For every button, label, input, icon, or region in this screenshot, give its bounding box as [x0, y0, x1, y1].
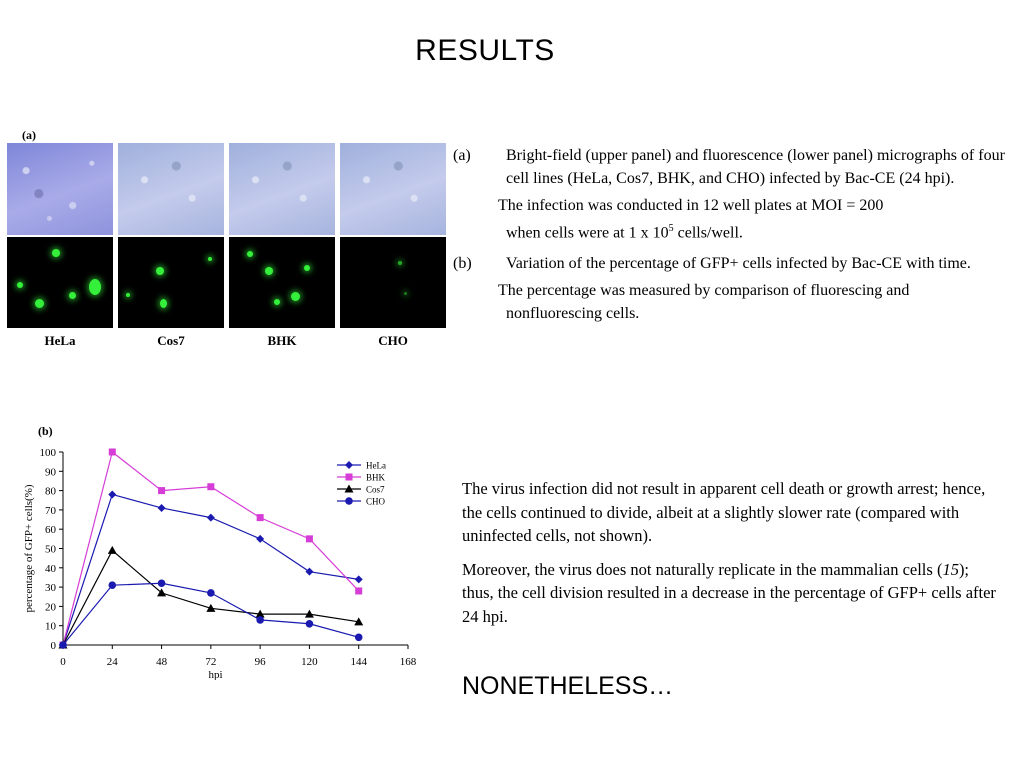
caption-a-label: (a)	[453, 147, 471, 164]
y-tick-label: 70	[45, 504, 56, 517]
cell-label-cho: CHO	[378, 333, 408, 348]
caption-a	[453, 144, 1023, 190]
brightfield-image-bhk	[229, 143, 335, 235]
y-tick-label: 20	[45, 601, 56, 614]
caption-a-text: Bright-field (upper panel) and fluorescence (lower panel) micrographs of four cell lines (HeLa, Cos7, BHK, and CHO) infected by Bac-CE (24 hpi).	[506, 147, 1005, 187]
y-tick-label: 10	[45, 620, 56, 633]
legend-label-cho: CHO	[366, 496, 386, 507]
x-tick-label: 24	[106, 656, 118, 668]
caption-b-note-line1: The percentage was measured by comparison of fluorescing and	[498, 282, 910, 300]
data-point-cho	[355, 633, 363, 641]
y-tick-label: 0	[50, 640, 56, 652]
section-heading: NONETHELESS…	[462, 672, 674, 700]
caption-a-note-line1: The infection was conducted in 12 well plates at MOI = 200	[498, 197, 884, 214]
y-tick-label: 90	[45, 466, 56, 479]
data-point-cho	[207, 589, 215, 597]
y-tick-label: 40	[45, 562, 56, 575]
y-tick-label: 30	[45, 582, 56, 595]
body-paragraph-2	[462, 558, 1002, 629]
figure-a-label: (a)	[22, 128, 36, 142]
series-line-bhk	[63, 452, 359, 645]
x-tick-label: 168	[399, 656, 417, 668]
caption-b-note	[453, 279, 1023, 325]
caption-a-note-sup: 5	[668, 223, 674, 234]
y-tick-label: 80	[45, 485, 56, 498]
x-tick-label: 120	[301, 656, 318, 668]
data-point-bhk	[158, 487, 165, 494]
caption-b	[453, 252, 1023, 275]
x-axis-label: hpi	[208, 669, 223, 680]
caption-a-note-post: cells/well.	[673, 224, 743, 242]
cell-label-bhk: BHK	[267, 333, 297, 348]
data-point-bhk	[109, 449, 116, 456]
legend-label-hela: HeLa	[366, 460, 386, 471]
cell-label-cos7: Cos7	[157, 333, 185, 348]
caption-a-note	[453, 194, 1023, 244]
body-p2-post: ); thus, the cell division resulted in a decrease in the percentage of GFP+ cells after 24 hpi.	[462, 559, 996, 626]
data-point-hela	[355, 575, 363, 583]
body-p2-pre: Moreover, the virus does not naturally replicate in the mammalian cells (	[462, 559, 943, 579]
caption-a-note-line2	[498, 217, 1023, 244]
brightfield-image-cho	[340, 143, 446, 235]
fluorescence-image-hela	[7, 237, 113, 328]
caption-b-label: (b)	[453, 255, 472, 273]
cell-label-hela: HeLa	[44, 333, 76, 348]
slide-title: RESULTS	[415, 34, 555, 67]
caption-a-note-pre: when cells were at 1 x 10	[506, 224, 669, 242]
data-point-bhk	[306, 535, 313, 542]
data-point-cho	[108, 581, 116, 589]
series-line-cos7	[63, 550, 359, 645]
x-tick-label: 0	[60, 656, 66, 668]
data-point-bhk	[207, 483, 214, 490]
legend-marker-hela	[345, 461, 353, 469]
gfp-line-chart	[20, 440, 430, 680]
data-point-cos7	[108, 546, 117, 554]
reference-number: 15	[942, 559, 959, 579]
brightfield-image-cos7	[118, 143, 224, 235]
figure-captions	[453, 144, 1023, 325]
legend-label-cos7: Cos7	[366, 484, 385, 495]
x-tick-label: 144	[350, 656, 367, 668]
data-point-bhk	[355, 587, 362, 594]
data-point-cho	[256, 616, 264, 624]
fluorescence-image-cho	[340, 237, 446, 328]
x-tick-label: 48	[156, 656, 168, 668]
fluorescence-image-bhk	[229, 237, 335, 328]
caption-b-note-line2: nonfluorescing cells.	[506, 305, 640, 323]
caption-b-text: Variation of the percentage of GFP+ cells infected by Bac-CE with time.	[506, 255, 971, 273]
y-tick-label: 50	[45, 543, 56, 556]
fluorescence-image-cos7	[118, 237, 224, 328]
body-text	[462, 477, 1002, 638]
body-paragraph-1: The virus infection did not result in apparent cell death or growth arrest; hence, the cells continued to divide, albeit at a slightly slower rate (compared with uninfected cells, not shown).	[462, 479, 986, 545]
data-point-cho	[306, 620, 314, 628]
figure-b-label: (b)	[38, 424, 53, 438]
data-point-bhk	[257, 514, 264, 521]
y-axis-label: percentage of GFP+ cells(%)	[23, 484, 35, 613]
data-point-hela	[207, 514, 215, 522]
data-point-hela	[108, 490, 116, 498]
data-point-hela	[256, 535, 264, 543]
data-point-hela	[158, 504, 166, 512]
legend-label-bhk: BHK	[366, 472, 386, 483]
y-tick-label: 60	[45, 524, 56, 537]
legend-marker-cho	[345, 497, 353, 505]
x-tick-label: 96	[254, 656, 266, 668]
brightfield-image-hela	[7, 143, 113, 235]
legend-marker-bhk	[346, 474, 353, 481]
x-tick-label: 72	[205, 656, 217, 668]
data-point-cho	[158, 579, 166, 587]
y-tick-label: 100	[39, 447, 56, 459]
data-point-cho	[59, 641, 67, 649]
data-point-hela	[305, 568, 313, 576]
